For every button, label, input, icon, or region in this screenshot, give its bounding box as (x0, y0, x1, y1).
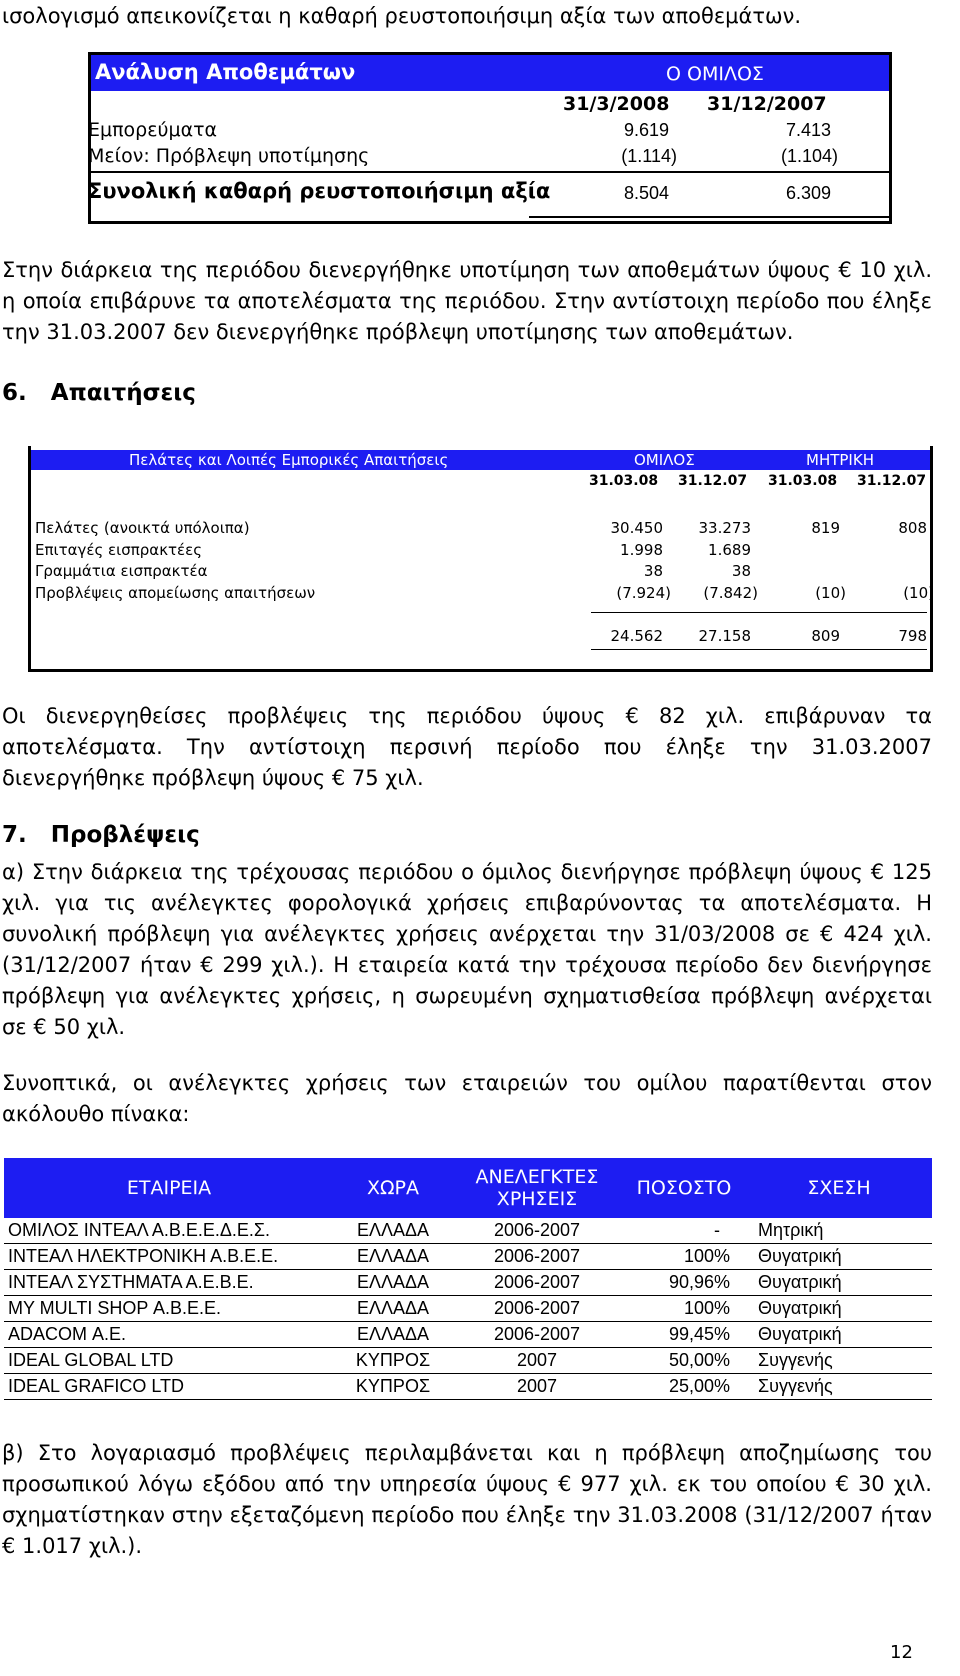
unaudited-tax-years-table (4, 1158, 932, 1400)
section-7-heading (2, 822, 200, 848)
country-cell: ΕΛΛΑΔΑ (334, 1296, 452, 1322)
company-cell: IDEAL GLOBAL LTD (4, 1348, 334, 1374)
relation-cell: Μητρική (746, 1218, 932, 1244)
receivables-date: 31.03.08 (589, 473, 659, 489)
receivables-group-label: ΟΜΙΛΟΣ (634, 451, 695, 469)
inventory-row-value: 9.619 (623, 120, 669, 140)
company-cell: ΟΜΙΛΟΣ ΙΝΤΕΑΛ Α.Β.Ε.Ε.Δ.Ε.Σ. (4, 1218, 334, 1244)
column-header-country: ΧΩΡΑ (334, 1158, 452, 1218)
receivables-cell: 38 (731, 562, 751, 580)
relation-cell: Θυγατρική (746, 1322, 932, 1348)
receivables-cell: 30.450 (610, 519, 663, 537)
provisions-paragraph-a: α) Στην διάρκεια της τρέχουσας περιόδου ο όμιλος διενήργησε πρόβλεψη ύψους € 125 χιλ. για τις ανέλεγκτες φορολογικά χρήσεις επιβαρύνοντας τα αποτελέσματα. Η συνολική πρόβλεψη για ανέλεγκτες χρήσεις ανέρχεται την 31/03/2008 σε € 424 χιλ. (31/12/2007 ήταν € 299 χιλ.). Η εταιρεία κατά την τρέχουσα περίοδο δεν διενήργησε πρόβλεψη για ανέλεγκτες χρήσεις, η σωρευμένη σχηματισθείσα πρόβλεψη ανέρχεται σε € 50 χιλ. (2, 860, 932, 1039)
years-cell: 2006-2007 (452, 1244, 622, 1270)
country-cell: ΕΛΛΑΔΑ (334, 1322, 452, 1348)
receivables-cell: (10) (903, 584, 934, 602)
receivables-total: 27.158 (698, 627, 751, 645)
section-title: Απαιτήσεις (50, 380, 196, 406)
section-number: 6. (2, 380, 27, 406)
column-header-relation: ΣΧΕΣΗ (746, 1158, 932, 1218)
page-number: 12 (890, 1642, 913, 1663)
receivables-cell: 33.273 (698, 519, 751, 537)
receivables-total: 24.562 (610, 627, 663, 645)
receivables-row-label: Πελάτες (ανοικτά υπόλοιπα) (35, 519, 250, 537)
relation-cell: Θυγατρική (746, 1296, 932, 1322)
table-row (4, 1244, 932, 1270)
inventory-header-bar (91, 55, 889, 91)
country-cell: ΕΛΛΑΔΑ (334, 1270, 452, 1296)
relation-cell: Συγγενής (746, 1374, 932, 1400)
inventory-total-value: 8.504 (623, 183, 669, 203)
years-cell: 2006-2007 (452, 1270, 622, 1296)
inventory-row-label: Εμπορεύματα (88, 119, 218, 141)
table-row (4, 1348, 932, 1374)
country-cell: ΚΥΠΡΟΣ (334, 1348, 452, 1374)
inventory-row-value: (1.104) (780, 146, 838, 166)
receivables-date: 31.03.08 (768, 473, 838, 489)
percentage-cell: 25,00% (622, 1374, 746, 1400)
receivables-cell: 1.998 (620, 541, 663, 559)
receivables-total-separator (591, 612, 927, 613)
table-row (4, 1218, 932, 1244)
inventory-group-label: Ο ΟΜΙΛΟΣ (666, 63, 764, 85)
impairment-paragraph: Στην διάρκεια της περιόδου διενεργήθηκε υποτίμηση των αποθεμάτων ύψους € 10 χιλ. η οποία επιβάρυνε τα αποτελέσματα της περιόδου. Στην αντίστοιχη περίοδο που έληξε την 31.03.2007 δεν διενεργήθηκε πρόβλεψη υποτίμησης των αποθεμάτων. (2, 258, 932, 344)
inventory-date1: 31/3/2008 (563, 93, 670, 115)
years-cell: 2007 (452, 1374, 622, 1400)
column-header-company: ΕΤΑΙΡΕΙΑ (4, 1158, 334, 1218)
receivables-bottom-rule (591, 649, 927, 650)
table-row (4, 1270, 932, 1296)
intro-line: ισολογισμό απεικονίζεται η καθαρή ρευστοποιήσιμη αξία των αποθεμάτων. (2, 4, 802, 28)
receivables-cell: 808 (898, 519, 927, 537)
years-cell: 2006-2007 (452, 1322, 622, 1348)
inventory-total-value: 6.309 (785, 183, 831, 203)
table-header-row (4, 1158, 932, 1218)
company-cell: ΙΝΤΕΑΛ ΗΛΕΚΤΡΟΝΙΚΗ Α.Β.Ε.Ε. (4, 1244, 334, 1270)
section-number: 7. (2, 822, 27, 848)
receivables-cell: 819 (811, 519, 840, 537)
column-header-percentage: ΠΟΣΟΣΤΟ (622, 1158, 746, 1218)
percentage-cell: 90,96% (622, 1270, 746, 1296)
section-6-heading (2, 380, 196, 406)
table-row (4, 1322, 932, 1348)
inventory-total-label: Συνολική καθαρή ρευστοποιήσιμη αξία (88, 179, 551, 203)
receivables-provisions-paragraph: Οι διενεργηθείσες προβλέψεις της περιόδου ύψους € 82 χιλ. επιβάρυναν τα αποτελέσματα. Την αντίστοιχη περσινή περίοδο που έληξε την 31.03.2007 διενεργήθηκε πρόβλεψη ύψους € 75 χιλ. (2, 704, 932, 790)
column-header-unaudited-years: ΑΝΕΛΕΓΚΤΕΣ ΧΡΗΣΕΙΣ (452, 1158, 622, 1218)
percentage-cell: 100% (622, 1244, 746, 1270)
percentage-cell: 50,00% (622, 1348, 746, 1374)
receivables-date: 31.12.07 (857, 473, 927, 489)
percentage-cell: 99,45% (622, 1322, 746, 1348)
company-cell: ΙΝΤΕΑΛ ΣΥΣΤΗΜΑΤΑ Α.Ε.Β.Ε. (4, 1270, 334, 1296)
receivables-total: 809 (811, 627, 840, 645)
provisions-paragraph-b: β) Στο λογαριασμό προβλέψεις περιλαμβάνεται και η πρόβλεψη αποζημίωσης του προσωπικού λόγω εξόδου από την υπηρεσία ύψους € 977 χιλ. εκ του οποίου € 30 χιλ. σχηματίστηκαν στην εξεταζόμενη περίοδο που έληξε την 31.03.2008 (31/12/2007 ήταν € 1.017 χιλ.). (2, 1441, 932, 1558)
years-cell: 2007 (452, 1348, 622, 1374)
years-cell: 2006-2007 (452, 1296, 622, 1322)
relation-cell: Θυγατρική (746, 1270, 932, 1296)
inventory-row-value: (1.114) (621, 146, 677, 166)
years-cell: 2006-2007 (452, 1218, 622, 1244)
inventory-table (88, 52, 892, 224)
table-row (4, 1374, 932, 1400)
company-cell: IDEAL GRAFICO LTD (4, 1374, 334, 1400)
receivables-cell: (7.924) (616, 584, 671, 602)
section-title: Προβλέψεις (50, 822, 200, 848)
receivables-row-label: Προβλέψεις απομείωσης απαιτήσεων (35, 584, 316, 602)
company-cell: MY MULTI SHOP Α.Β.Ε.Ε. (4, 1296, 334, 1322)
receivables-total: 798 (898, 627, 927, 645)
inventory-bottom-rule (529, 216, 889, 218)
receivables-date: 31.12.07 (678, 473, 748, 489)
country-cell: ΕΛΛΑΔΑ (334, 1218, 452, 1244)
percentage-cell: - (622, 1218, 746, 1244)
country-cell: ΚΥΠΡΟΣ (334, 1374, 452, 1400)
percentage-cell: 100% (622, 1296, 746, 1322)
company-cell: ADACOM Α.Ε. (4, 1322, 334, 1348)
table-row (4, 1296, 932, 1322)
receivables-table (28, 446, 933, 672)
inventory-row-value: 7.413 (785, 120, 831, 140)
relation-cell: Συγγενής (746, 1348, 932, 1374)
receivables-cell: 1.689 (708, 541, 751, 559)
relation-cell: Θυγατρική (746, 1244, 932, 1270)
receivables-row-label: Επιταγές εισπρακτέες (35, 541, 203, 559)
receivables-cell: 38 (643, 562, 663, 580)
inventory-date2: 31/12/2007 (707, 93, 827, 115)
receivables-cell: (10) (815, 584, 846, 602)
receivables-cell: (7.842) (703, 584, 758, 602)
inventory-title: Ανάλυση Αποθεμάτων (95, 60, 356, 84)
receivables-header-bar (31, 450, 930, 470)
inventory-row-label: Μείον: Πρόβλεψη υποτίμησης (88, 145, 370, 167)
receivables-parent-label: ΜΗΤΡΙΚΗ (806, 451, 874, 469)
country-cell: ΕΛΛΑΔΑ (334, 1244, 452, 1270)
summary-paragraph: Συνοπτικά, οι ανέλεγκτες χρήσεις των εταιρειών του ομίλου παρατίθενται στον ακόλουθο πίνακα: (2, 1071, 932, 1126)
receivables-title: Πελάτες και Λοιπές Εμπορικές Απαιτήσεις (129, 451, 449, 469)
inventory-total-separator (91, 171, 889, 173)
receivables-row-label: Γραμμάτια εισπρακτέα (35, 562, 208, 580)
